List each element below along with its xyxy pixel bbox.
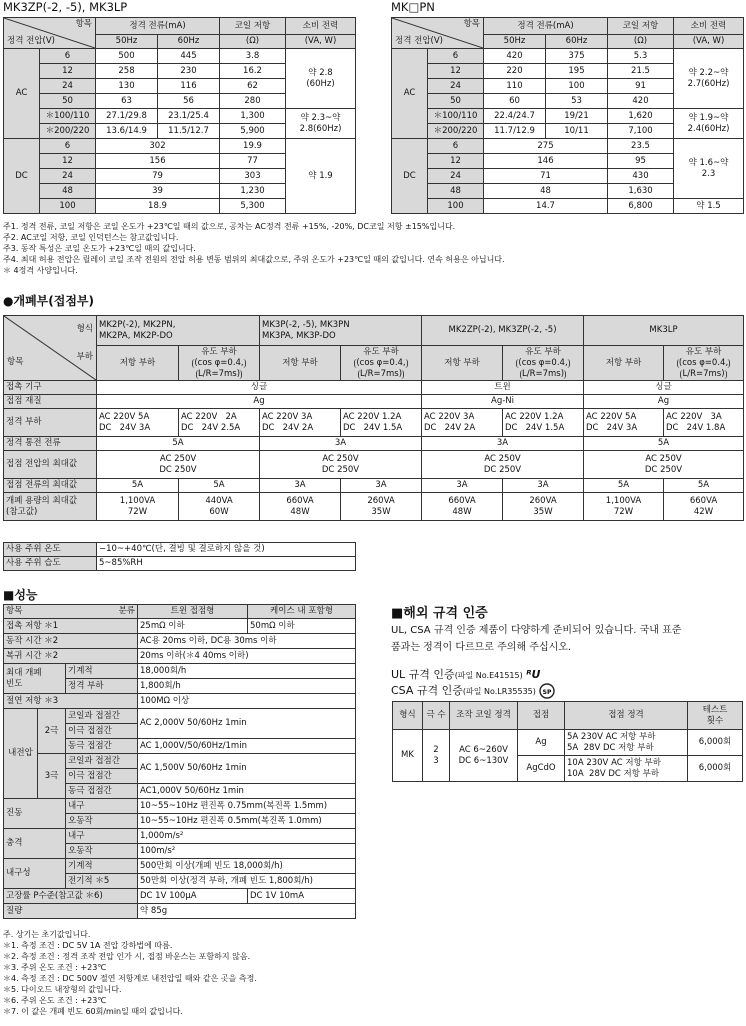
table-cell: 동작 시간 ＊2	[4, 634, 138, 649]
table-cell: 접점 전압의 최대값	[4, 451, 97, 479]
table-cell: 12	[428, 64, 484, 79]
coil-table-right-title: MK□PN	[391, 0, 435, 14]
table-cell: 내구	[66, 829, 138, 844]
table-cell: 오동작	[66, 814, 138, 829]
table-cell: 500	[96, 49, 158, 64]
table-cell: 저항 부하	[260, 346, 341, 381]
table-cell: 전기적 ＊5	[66, 874, 138, 889]
table-cell: 형식	[393, 702, 423, 730]
table-cell: 6	[40, 139, 96, 154]
table-cell: 11.7/12.9	[484, 124, 546, 139]
table-cell: 트윈	[422, 381, 584, 395]
table-cell: 63	[96, 94, 158, 109]
table-cell: 약 2.2~약 2.7(60Hz)	[674, 49, 744, 109]
table-cell: 48	[484, 184, 608, 199]
table-cell: 1,100VA 72W	[584, 493, 664, 521]
performance-table	[3, 604, 356, 919]
table-cell: AC 250V DC 250V	[584, 451, 744, 479]
table-cell: 질량	[4, 904, 138, 919]
contact-header-diagonal: 형식 부하 항목	[4, 316, 97, 381]
table-cell: 430	[608, 169, 674, 184]
table-cell: 100	[428, 199, 484, 214]
table-cell: 39	[96, 184, 220, 199]
table-cell: 약 2.3~약 2.8(60Hz)	[286, 109, 356, 139]
table-cell: 5,900	[220, 124, 286, 139]
table-cell: 5A 230V AC 저항 부하 5A 28V DC 저항 부하	[565, 730, 688, 756]
table-cell: 조작 코일 정격	[450, 702, 518, 730]
table-cell: 50만회 이상(정격 부하, 개폐 빈도 1,800회/h)	[138, 874, 356, 889]
table-cell: 260VA 35W	[503, 493, 584, 521]
table-cell: 27.1/29.8	[96, 109, 158, 124]
table-cell: 24	[428, 169, 484, 184]
table-cell: 5A	[584, 437, 744, 451]
table-cell: AC 220V 2A DC 24V 2.5A	[179, 409, 260, 437]
perf-section-title: ■성능	[3, 588, 38, 602]
table-cell: AgCdO	[518, 756, 565, 782]
table-cell: 2 3	[423, 730, 450, 782]
table-cell: 50mΩ 이하	[248, 619, 356, 634]
table-cell: 60Hz	[546, 35, 608, 49]
table-cell: 12	[40, 154, 96, 169]
table-cell: 정격 전류(mA)	[96, 18, 220, 35]
table-cell: AC 2,000V 50/60Hz 1min	[138, 709, 356, 739]
table-cell: 19.9	[220, 139, 286, 154]
table-cell: DC	[4, 139, 40, 214]
csa-logo-icon	[539, 683, 555, 699]
table-cell: AC 220V 5A DC 24V 3A	[97, 409, 179, 437]
table-cell: 3A	[422, 437, 584, 451]
table-cell: 1,630	[608, 184, 674, 199]
table-cell: 정격 통전 전류	[4, 437, 97, 451]
table-cell: 약 1.5	[674, 199, 744, 214]
table-cell: 660VA 48W	[260, 493, 341, 521]
table-cell: 50Hz	[96, 35, 158, 49]
table-cell: 트윈 접점형	[138, 605, 248, 619]
table-cell: 6,800	[608, 199, 674, 214]
csa-cert-line: CSA 규격 인증(파일 No.LR35535) SP	[391, 682, 555, 699]
table-cell: 91	[608, 79, 674, 94]
table-cell: 내구	[66, 799, 138, 814]
table-cell: 420	[608, 94, 674, 109]
cert-table	[392, 701, 743, 782]
table-cell: 77	[220, 154, 286, 169]
table-cell: 5A	[584, 479, 664, 493]
table-cell: 258	[96, 64, 158, 79]
table-cell: 303	[220, 169, 286, 184]
model-mk3p: MK3P(-2, -5), MK3PN MK3PA, MK3P-DO	[260, 316, 422, 346]
table-cell: AC 1,000V/50/60Hz/1min	[138, 739, 356, 754]
table-cell: AC 220V 3A DC 24V 2A	[422, 409, 503, 437]
table-cell: AC 220V 5A DC 24V 3A	[584, 409, 664, 437]
table-cell: 절연 저항 ＊3	[4, 694, 138, 709]
table-cell: 12	[40, 64, 96, 79]
table-cell: 13.6/14.9	[96, 124, 158, 139]
table-cell: 테스트 횟수	[688, 702, 743, 730]
table-cell: 코일 저항	[608, 18, 674, 35]
table-cell: 2극	[38, 709, 66, 754]
ul-cert-line: UL 규격 인증(파일 No.E41515) ᴿU	[391, 668, 541, 681]
table-cell: 79	[96, 169, 220, 184]
table-cell: 접촉 저항 ＊1	[4, 619, 138, 634]
table-cell: 440VA 60W	[179, 493, 260, 521]
table-cell: 극 수	[423, 702, 450, 730]
table-cell: 고장률 P수준(참고값 ＊6)	[4, 889, 138, 904]
table-cell: 3A	[503, 479, 584, 493]
table-cell: 20ms 이하(＊4 40ms 이하)	[138, 649, 356, 664]
table-cell: 100MΩ 이상	[138, 694, 356, 709]
table-cell: 사용 주위 습도	[4, 557, 97, 571]
table-cell: 660VA 48W	[422, 493, 503, 521]
table-cell: 동극 접점간	[66, 739, 138, 754]
table-cell: 3.8	[220, 49, 286, 64]
table-cell: 1,800회/h	[138, 679, 356, 694]
coil-table-left-title: MK3ZP(-2, -5), MK3LP	[3, 0, 128, 14]
table-cell: AC 250V DC 250V	[97, 451, 260, 479]
table-cell: 유도 부하 (cos φ=0.4, L/R=7ms)	[341, 346, 422, 381]
cert-description: UL, CSA 규격 인증 제품이 다양하게 준비되어 있습니다. 국내 표준 품과는 정격이 다르므로 주의해 주십시오.	[391, 625, 682, 653]
table-cell: 정격 부하	[4, 409, 97, 437]
table-cell: (VA, W)	[286, 35, 356, 49]
table-cell: 14.7	[484, 199, 608, 214]
table-cell: 코일과 접점간	[66, 754, 138, 769]
table-cell: 약 1.6~약 2.3	[674, 139, 744, 199]
table-cell: 접점 재질	[4, 395, 97, 409]
table-cell: 싱글	[97, 381, 422, 395]
table-cell: 375	[546, 49, 608, 64]
table-cell: 1,620	[608, 109, 674, 124]
table-cell: 복귀 시간 ＊2	[4, 649, 138, 664]
table-cell: 접점 전류의 최대값	[4, 479, 97, 493]
table-cell: 충격	[4, 829, 66, 859]
table-cell: AC 6~260V DC 6~130V	[450, 730, 518, 782]
table-cell: (Ω)	[220, 35, 286, 49]
coil-table-left	[3, 17, 356, 214]
perf-notes: 주. 상기는 초기값입니다. ＊1. 측정 조건 : DC 5V 1A 전압 강하법에 따름. ＊2. 측정 조건 : 정격 조작 전압 인가 시, 접점 바운스는 포함하지 않음. ＊3. 주위 온도 조건 : +23℃ ＊4. 측정 조건 : DC 500V 절연 저항계로 내전압일 때와 같은 곳을 측정. ＊5. 다이오드 내장형의 값입니다. ＊6. 주위 온도 조건 : +23℃ ＊7. 이 값은 개폐 빈도 60회/min일 때의 값입니다.	[3, 930, 257, 1016]
table-cell: AC 1,500V 50/60Hz 1min	[138, 754, 356, 784]
table-cell: AC	[4, 49, 40, 139]
table-cell: 정격 부하	[66, 679, 138, 694]
table-cell: 이극 접점간	[66, 769, 138, 784]
table-cell: 약 1.9~약 2.4(60Hz)	[674, 109, 744, 139]
table-cell: 56	[158, 94, 220, 109]
table-cell: 기계적	[66, 859, 138, 874]
table-cell: 유도 부하 (cos φ=0.4, L/R=7ms)	[179, 346, 260, 381]
table-cell: 23.1/25.4	[158, 109, 220, 124]
table-cell: 기계적	[66, 664, 138, 679]
table-cell: 116	[158, 79, 220, 94]
table-cell: 24	[40, 169, 96, 184]
table-cell: 3A	[260, 437, 422, 451]
table-cell: 케이스 내 포함형	[248, 605, 356, 619]
table-cell: 195	[546, 64, 608, 79]
table-cell: 소비 전력	[286, 18, 356, 35]
table-cell: 660VA 42W	[664, 493, 744, 521]
table-cell: 21.5	[608, 64, 674, 79]
table-cell: 정격 전류(mA)	[484, 18, 608, 35]
table-cell: 146	[484, 154, 608, 169]
table-cell: 22.4/24.7	[484, 109, 546, 124]
table-cell: 싱글	[584, 381, 744, 395]
table-cell: 50	[40, 94, 96, 109]
table-cell: 420	[484, 49, 546, 64]
table-cell: ＊100/110	[40, 109, 96, 124]
table-cell: DC	[392, 139, 428, 214]
table-cell: 저항 부하	[97, 346, 179, 381]
table-cell: 약 2.8 (60Hz)	[286, 49, 356, 109]
table-cell: AC 220V 1.2A DC 24V 1.5A	[503, 409, 584, 437]
table-cell: 5.3	[608, 49, 674, 64]
table-cell: AC용 20ms 이하, DC용 30ms 이하	[138, 634, 356, 649]
table-cell: 유도 부하 (cos φ=0.4, L/R=7ms)	[503, 346, 584, 381]
table-cell: AC1,000V 50/60Hz 1min	[138, 784, 356, 799]
table-cell: 약 85g	[138, 904, 356, 919]
table-cell: 100	[546, 79, 608, 94]
cert-section-title: ■해외 규격 인증	[391, 606, 488, 621]
table-cell: 5~85%RH	[97, 557, 356, 571]
table-cell: 6	[40, 49, 96, 64]
table-cell: 1,300	[220, 109, 286, 124]
table-cell: 11.5/12.7	[158, 124, 220, 139]
table-cell: 16.2	[220, 64, 286, 79]
table-cell: AC 220V 1.2A DC 24V 1.5A	[341, 409, 422, 437]
table-cell: Ag-Ni	[422, 395, 584, 409]
table-cell: 60	[484, 94, 546, 109]
table-cell: 5,300	[220, 199, 286, 214]
ambient-table	[3, 542, 356, 571]
table-cell: (Ω)	[608, 35, 674, 49]
table-cell: 24	[40, 79, 96, 94]
table-cell: 접촉 기구	[4, 381, 97, 395]
table-cell: Ag	[584, 395, 744, 409]
table-cell: 100	[40, 199, 96, 214]
ul-logo-icon: ᴿU	[526, 668, 541, 681]
table-cell: (VA, W)	[674, 35, 744, 49]
table-cell: 항목 분류	[4, 605, 138, 619]
table-cell: 280	[220, 94, 286, 109]
table-cell: 445	[158, 49, 220, 64]
table-cell: ＊200/220	[40, 124, 96, 139]
table-cell: 1,000m/s²	[138, 829, 356, 844]
table-cell: 5A	[179, 479, 260, 493]
table-cell: 3A	[422, 479, 503, 493]
table-cell: 소비 전력	[674, 18, 744, 35]
table-cell: 10~55~10Hz 편진폭 0.75mm(복진폭 1.5mm)	[138, 799, 356, 814]
contact-table	[3, 315, 744, 521]
table-cell: 접점	[518, 702, 565, 730]
table-cell: MK	[393, 730, 423, 782]
table-cell: 130	[96, 79, 158, 94]
table-cell: 10A 230V AC 저항 부하 10A 28V DC 저항 부하	[565, 756, 688, 782]
table-cell: 접점 정격	[565, 702, 688, 730]
model-mk2zp: MK2ZP(-2), MK3ZP(-2, -5)	[422, 316, 584, 346]
coil-table-right	[391, 17, 744, 214]
table-cell: 6	[428, 139, 484, 154]
table-cell: DC 1V 100μA	[138, 889, 248, 904]
table-cell: 내구성	[4, 859, 66, 889]
table-cell: 220	[484, 64, 546, 79]
table-cell: 48	[40, 184, 96, 199]
table-cell: 약 1.9	[286, 139, 356, 214]
table-cell: 6	[428, 49, 484, 64]
table-cell: 6,000회	[688, 756, 743, 782]
table-cell: 156	[96, 154, 220, 169]
table-cell: AC 220V 3A DC 24V 2A	[260, 409, 341, 437]
table-cell: ＊200/220	[428, 124, 484, 139]
table-cell: AC	[392, 49, 428, 139]
table-cell: 18,000회/h	[138, 664, 356, 679]
table-cell: 5A	[97, 437, 260, 451]
table-cell: 18.9	[96, 199, 220, 214]
model-mk3lp: MK3LP	[584, 316, 744, 346]
table-cell: 유도 부하 (cos φ=0.4, L/R=7ms)	[664, 346, 744, 381]
coil-header-diagonal: 항목 정격 전압(V)	[4, 18, 96, 49]
table-cell: AC 220V 3A DC 24V 1.8A	[664, 409, 744, 437]
table-cell: 저항 부하	[584, 346, 664, 381]
table-cell: AC 250V DC 250V	[422, 451, 584, 479]
table-cell: 1,100VA 72W	[97, 493, 179, 521]
table-cell: 3A	[341, 479, 422, 493]
table-cell: 24	[428, 79, 484, 94]
table-cell: −10~+40℃(단, 결빙 및 결로하지 않을 것)	[97, 543, 356, 557]
table-cell: 95	[608, 154, 674, 169]
table-cell: 사용 주위 온도	[4, 543, 97, 557]
table-cell: 3A	[260, 479, 341, 493]
table-cell: 100m/s²	[138, 844, 356, 859]
table-cell: 저항 부하	[422, 346, 503, 381]
table-cell: Ag	[518, 730, 565, 756]
table-cell: 3극	[38, 754, 66, 799]
svg-text:SP: SP	[543, 689, 552, 696]
coil-header-diagonal: 항목 정격 전압(V)	[392, 18, 484, 49]
table-cell: 50Hz	[484, 35, 546, 49]
table-cell: 50	[428, 94, 484, 109]
table-cell: 275	[484, 139, 608, 154]
table-cell: 302	[96, 139, 220, 154]
table-cell: 7,100	[608, 124, 674, 139]
table-cell: 260VA 35W	[341, 493, 422, 521]
table-cell: 이극 접점간	[66, 724, 138, 739]
table-cell: 110	[484, 79, 546, 94]
table-cell: Ag	[97, 395, 422, 409]
table-cell: 5A	[97, 479, 179, 493]
table-cell: 코일과 접점간	[66, 709, 138, 724]
table-cell: 62	[220, 79, 286, 94]
table-cell: 48	[428, 184, 484, 199]
table-cell: ＊100/110	[428, 109, 484, 124]
table-cell: AC 250V DC 250V	[260, 451, 422, 479]
table-cell: 6,000회	[688, 730, 743, 756]
table-cell: 12	[428, 154, 484, 169]
table-cell: 71	[484, 169, 608, 184]
table-cell: 10~55~10Hz 편진폭 0.5mm(복진폭 1.0mm)	[138, 814, 356, 829]
table-cell: 25mΩ 이하	[138, 619, 248, 634]
table-cell: 230	[158, 64, 220, 79]
table-cell: 500만회 이상(개폐 빈도 18,000회/h)	[138, 859, 356, 874]
table-cell: 23.5	[608, 139, 674, 154]
model-mk2p: MK2P(-2), MK2PN, MK2PA, MK2P-DO	[97, 316, 260, 346]
table-cell: 내전압	[4, 709, 38, 799]
table-cell: 60Hz	[158, 35, 220, 49]
table-cell: 10/11	[546, 124, 608, 139]
table-cell: 개폐 용량의 최대값 (참고값)	[4, 493, 97, 521]
table-cell: 동극 접점간	[66, 784, 138, 799]
table-cell: DC 1V 10mA	[248, 889, 356, 904]
contact-section-title: ●개폐부(접점부)	[3, 294, 94, 308]
table-cell: 코일 저항	[220, 18, 286, 35]
table-cell: 진동	[4, 799, 66, 829]
coil-notes: 주1. 정격 전류, 코일 저항은 코일 온도가 +23℃일 때의 값으로, 공차는 AC정격 전류 +15%, -20%, DC코일 저항 ±15%입니다. 주2. AC코일 저항, 코일 인덕턴스는 참고값입니다. 주3. 동작 특성은 코일 온도가 +23℃일 때의 값입니다. 주4. 최대 허용 전압은 릴레이 코일 조작 전원의 전압 허용 변동 범위의 최대값으로, 주위 온도가 +23℃일 때의 값입니다. 연속 허용은 아닙니다. ＊ 4정격 사양입니다.	[3, 222, 505, 275]
table-cell: 19/21	[546, 109, 608, 124]
table-cell: 1,230	[220, 184, 286, 199]
table-cell: 53	[546, 94, 608, 109]
table-cell: 5A	[664, 479, 744, 493]
table-cell: 최대 개폐 빈도	[4, 664, 66, 694]
table-cell: 오동작	[66, 844, 138, 859]
